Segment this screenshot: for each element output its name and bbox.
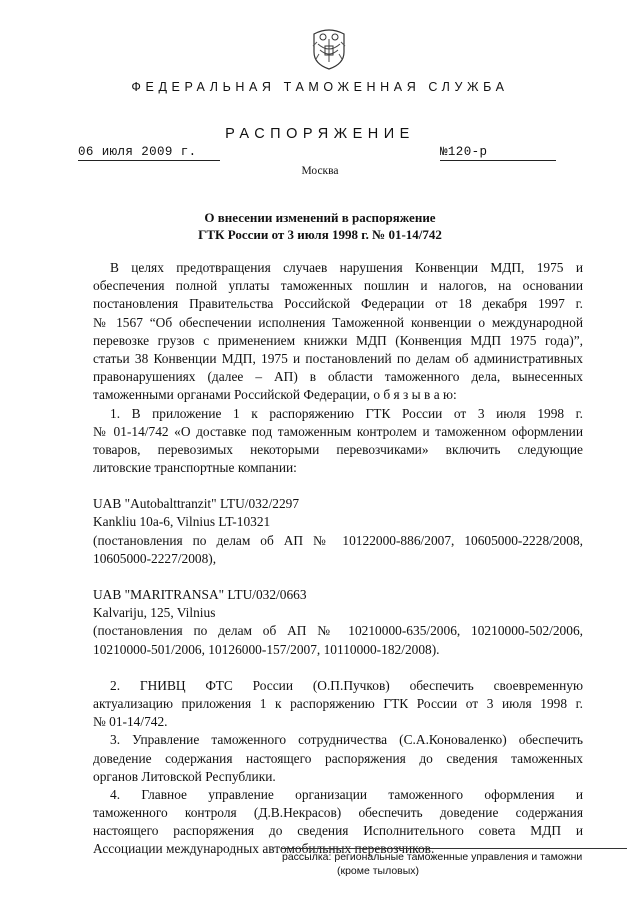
item-1-line: № 01-14/742 «О доставке под таможенным контролем и таможенном оформлении xyxy=(93,423,583,439)
intro-line: В целях предотвращения случаев нарушения Конвенции МДП, 1975 и xyxy=(110,260,583,275)
document-number: №120-р xyxy=(440,145,556,161)
company-entry xyxy=(93,586,583,659)
company-name: UAB "Autobalttranzit" LTU/032/2297 xyxy=(93,496,300,512)
distribution-line-1: рассылка: региональные таможенные управления и таможни xyxy=(282,851,583,863)
document-type: РАСПОРЯЖЕНИЕ xyxy=(225,126,415,142)
company-entry xyxy=(93,495,583,568)
company-address: Kankliu 10a-6, Vilnius LT-10321 xyxy=(93,514,271,530)
document-body xyxy=(93,259,583,859)
intro-line: правонарушениях (далее – АП) в области таможенного дела, вынесенных xyxy=(93,369,583,385)
item-3-paragraph xyxy=(93,731,583,786)
title-line-2: ГТК России от 3 июля 1998 г. № 01-14/742 xyxy=(198,227,442,242)
intro-line: статьи 38 Конвенции МДП, 1975 и постановлений по делам об административных xyxy=(93,350,583,366)
intro-line: постановления Правительства Российской Федерации от 18 декабря 1997 г. xyxy=(93,296,583,312)
document-date: 06 июля 2009 г. xyxy=(78,145,220,161)
item-4-line: 4. Главное управление организации таможенного оформления и xyxy=(110,786,583,802)
company-decisions-line: 10605000-2227/2008), xyxy=(93,550,217,566)
item-1-line: 1. В приложение 1 к распоряжению ГТК России от 3 июля 1998 г. xyxy=(110,405,583,421)
company-decisions-line: (постановления по делам об АП № 10210000-635/2006, 10210000-502/2006, xyxy=(93,623,583,639)
intro-line: таможенными органами Российской Федерации, о б я з ы в а ю: xyxy=(93,387,457,403)
document-title xyxy=(120,209,520,243)
item-4-line: настоящего распоряжения до сведения Исполнительного совета МДП и xyxy=(93,823,583,839)
intro-line: обеспечения полной уплаты таможенных пошлин и налогов, на основании xyxy=(93,278,583,294)
intro-line: № 1567 “Об обеспечении исполнения Таможенной конвенции о международной xyxy=(93,314,583,330)
item-4-line: Ассоциации международных автомобильных перевозчиков. xyxy=(93,841,435,857)
company-address: Kalvariju, 125, Vilnius xyxy=(93,605,216,621)
item-2-line: актуализацию приложения 1 к распоряжению ГТК России от 3 июля 1998 г. xyxy=(93,695,583,711)
distribution-line-2: (кроме тыловых) xyxy=(337,865,420,877)
agency-name: ФЕДЕРАЛЬНАЯ ТАМОЖЕННАЯ СЛУЖБА xyxy=(131,80,509,94)
company-decisions-line: (постановления по делам об АП № 10122000-886/2007, 10605000-2228/2008, xyxy=(93,532,583,548)
item-3-line: доведение содержания настоящего распоряжения до сведения таможенных xyxy=(93,750,583,766)
distribution-note xyxy=(282,848,627,877)
item-1-line: товаров, перевозимых некоторыми перевозчиками» включить следующие xyxy=(93,441,583,457)
intro-paragraph xyxy=(93,259,583,405)
item-1-paragraph xyxy=(93,405,583,478)
item-4-line: таможенного контроля (Д.В.Некрасов) обеспечить доведение содержания xyxy=(93,805,583,821)
item-3-line: 3. Управление таможенного сотрудничества (С.А.Коноваленко) обеспечить xyxy=(110,732,583,748)
item-2-line: 2. ГНИВЦ ФТС России (О.П.Пучков) обеспечить своевременную xyxy=(110,677,583,693)
coat-of-arms-icon xyxy=(310,24,348,70)
item-2-line: № 01-14/742. xyxy=(93,714,168,730)
intro-line: перевозке грузов с применением книжки МДП (Конвенция МДП 1975 года)”, xyxy=(93,332,583,348)
title-line-1: О внесении изменений в распоряжение xyxy=(204,210,436,225)
item-2-paragraph xyxy=(93,677,583,732)
item-3-line: органов Литовской Республики. xyxy=(93,768,276,784)
company-decisions-line: 10210000-501/2006, 10126000-157/2007, 10110000-182/2008). xyxy=(93,641,440,657)
document-city: Москва xyxy=(301,165,339,177)
item-1-line: литовские транспортные компании: xyxy=(93,460,297,476)
company-name: UAB "MARITRANSA" LTU/032/0663 xyxy=(93,587,307,602)
